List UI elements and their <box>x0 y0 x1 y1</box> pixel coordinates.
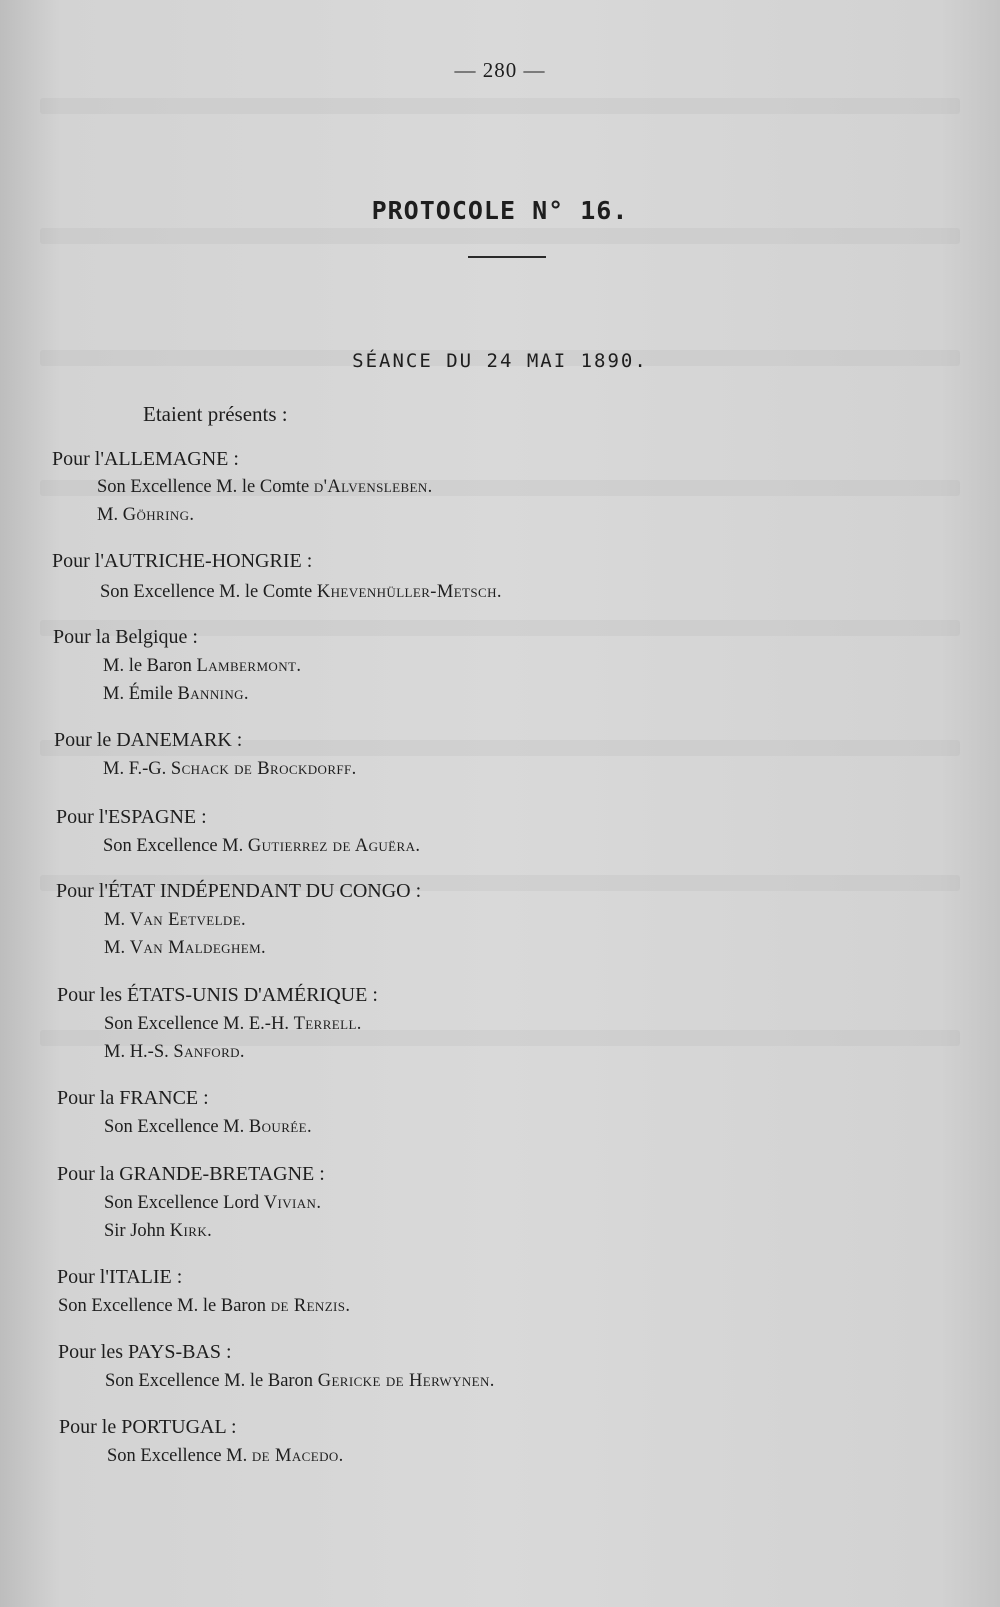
delegate-name: de Macedo. <box>251 1446 344 1466</box>
delegate-line <box>103 759 357 780</box>
delegate-title: M. le Baron <box>103 656 197 676</box>
delegate-title: Son Excellence M. le Baron <box>105 1371 318 1391</box>
delegate-line <box>104 1193 321 1214</box>
country-heading: Pour la Belgique : <box>53 626 198 648</box>
delegate-name: Schack de Brockdorff. <box>170 759 357 779</box>
delegate-line <box>104 1221 212 1242</box>
country-heading: Pour l'ITALIE : <box>57 1266 183 1288</box>
country-heading: Pour les PAYS-BAS : <box>58 1341 232 1363</box>
country-heading: Pour la GRANDE-BRETAGNE : <box>57 1163 325 1185</box>
country-heading: Pour le PORTUGAL : <box>59 1416 237 1438</box>
delegate-name: de Renzis. <box>270 1296 351 1316</box>
delegate-line <box>58 1296 350 1317</box>
country-heading: Pour les ÉTATS-UNIS D'AMÉRIQUE : <box>57 984 378 1006</box>
page-title: PROTOCOLE N° 16. <box>371 196 629 225</box>
delegate-name: Terrell. <box>293 1014 362 1034</box>
delegate-title: Son Excellence M. <box>104 1117 249 1137</box>
delegate-title: Son Excellence M. le Comte <box>100 582 317 602</box>
delegate-line <box>105 1371 495 1392</box>
delegate-title: Son Excellence M. E.-H. <box>104 1014 294 1034</box>
delegate-line <box>103 684 249 705</box>
delegate-title: M. F.-G. <box>103 759 171 779</box>
delegate-line <box>104 938 266 959</box>
delegate-line <box>97 477 433 498</box>
session-heading: SÉANCE DU 24 MAI 1890. <box>352 350 648 372</box>
delegate-line <box>97 505 194 526</box>
delegate-name: Gutierrez de Aguëra. <box>247 836 421 856</box>
delegate-name: Banning. <box>177 684 249 704</box>
delegate-title: Sir John <box>104 1221 170 1241</box>
delegate-name: Gericke de Herwynen. <box>317 1371 495 1391</box>
delegate-name: d'Alvensleben. <box>313 477 433 497</box>
delegate-title: M. <box>104 938 130 958</box>
delegate-line <box>107 1446 344 1467</box>
delegate-line <box>104 1117 312 1138</box>
delegate-name: Bourée. <box>248 1117 312 1137</box>
country-heading: Pour l'ALLEMAGNE : <box>52 448 239 470</box>
delegate-line <box>103 656 301 677</box>
delegate-title: Son Excellence M. le Baron <box>58 1296 271 1316</box>
page-number: — 280 — <box>454 58 546 82</box>
country-heading: Pour la FRANCE : <box>57 1087 209 1109</box>
delegate-name: Vivian. <box>263 1193 322 1213</box>
attendees-intro: Etaient présents : <box>143 402 288 426</box>
delegate-name: Sanford. <box>173 1042 245 1062</box>
delegate-name: Kirk. <box>169 1221 213 1241</box>
country-heading: Pour l'AUTRICHE-HONGRIE : <box>52 550 313 572</box>
country-heading: Pour l'ÉTAT INDÉPENDANT DU CONGO : <box>56 880 422 902</box>
delegate-line <box>100 582 502 603</box>
delegate-line <box>104 1014 362 1035</box>
delegate-name: Lambermont. <box>196 656 302 676</box>
delegate-line <box>104 1042 245 1063</box>
delegate-title: Son Excellence Lord <box>104 1193 264 1213</box>
delegate-title: Son Excellence M. <box>103 836 248 856</box>
delegate-title: M. <box>104 910 130 930</box>
delegate-name: Van Eetvelde. <box>129 910 247 930</box>
delegate-title: M. <box>97 505 123 525</box>
delegate-title: Son Excellence M. <box>107 1446 252 1466</box>
delegate-line <box>104 910 246 931</box>
delegate-line <box>103 836 420 857</box>
delegate-title: M. Émile <box>103 684 178 704</box>
delegate-title: Son Excellence M. le Comte <box>97 477 314 497</box>
delegate-name: Khevenhüller-Metsch. <box>316 582 502 602</box>
delegate-title: M. H.-S. <box>104 1042 174 1062</box>
delegate-name: Göhring. <box>122 505 195 525</box>
country-heading: Pour l'ESPAGNE : <box>56 806 207 828</box>
country-heading: Pour le DANEMARK : <box>54 729 243 751</box>
delegate-name: Van Maldeghem. <box>129 938 267 958</box>
